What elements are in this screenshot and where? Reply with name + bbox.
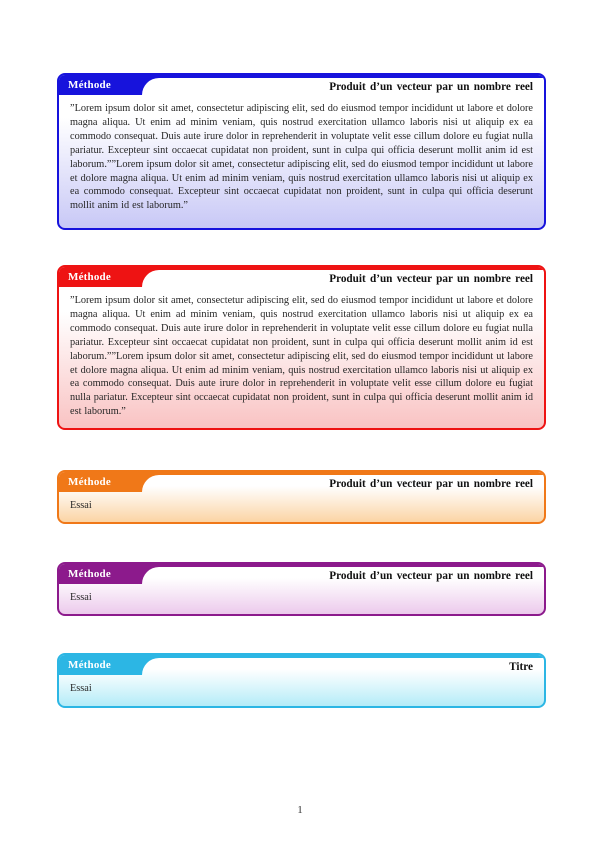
tab-label: Méthode bbox=[68, 271, 111, 283]
tab-shape bbox=[59, 655, 544, 679]
tab-label: Méthode bbox=[68, 476, 111, 488]
box-body: ”Lorem ipsum dolor sit amet, consectetur adipiscing elit, sed do eiusmod tempor incididunt ut labore et dolore magna aliqua. Ut enim ad minim veniam, quis nostrud exercitation ullamco laboris nisi ut aliquip ex ea commodo consequat. Duis aute irure dolor in reprehenderit in voluptate velit esse cillum dolore eu fugiat nulla pariatur. Excepteur sint occaecat cupidatat non proident, sunt in culpa qui officia deserunt mollit anim id est laborum.””Lorem ipsum dolor sit amet, consectetur adipiscing elit, sed do eiusmod tempor incididunt ut labore et dolore magna aliqua. Ut enim ad minim veniam, quis nostrud exercitation ullamco laboris nisi ut aliquip ex ea commodo consequat. Excepteur sint occaecat cupidatat non proident, sunt in culpa qui officia deserunt mollit anim id est laborum.” bbox=[70, 103, 533, 212]
tab-label: Méthode bbox=[68, 659, 111, 671]
box-body: Essai bbox=[70, 592, 92, 603]
tab-label: Méthode bbox=[68, 568, 111, 580]
box-title: Produit d’un vecteur par un nombre reel bbox=[329, 570, 533, 582]
method-box-red bbox=[57, 265, 546, 430]
box-body: Essai bbox=[70, 683, 92, 694]
method-box-purple bbox=[57, 562, 546, 616]
method-box-orange bbox=[57, 470, 546, 524]
page-number: 1 bbox=[297, 804, 303, 816]
method-box-blue bbox=[57, 73, 546, 230]
box-title: Produit d’un vecteur par un nombre reel bbox=[329, 478, 533, 490]
box-body: Essai bbox=[70, 500, 92, 511]
box-title: Produit d’un vecteur par un nombre reel bbox=[329, 81, 533, 93]
box-title: Produit d’un vecteur par un nombre reel bbox=[329, 273, 533, 285]
box-title: Titre bbox=[509, 661, 533, 673]
box-body: ”Lorem ipsum dolor sit amet, consectetur adipiscing elit, sed do eiusmod tempor incididunt ut labore et dolore magna aliqua. Ut enim ad minim veniam, quis nostrud exercitation ullamco laboris nisi ut aliquip ex ea commodo consequat. Duis aute irure dolor in reprehenderit in voluptate velit esse cillum dolore eu fugiat nulla pariatur. Excepteur sint occaecat cupidatat non proident, sunt in culpa qui officia deserunt mollit anim id est laborum.””Lorem ipsum dolor sit amet, consectetur adipiscing elit, sed do eiusmod tempor incididunt ut labore et dolore magna aliqua. Ut enim ad minim veniam, quis nostrud exercitation ullamco laboris nisi ut aliquip ex ea commodo consequat. Duis aute irure dolor in reprehenderit in voluptate velit esse cillum dolore eu fugiat nulla pariatur. Excepteur sint occaecat cupidatat non proident, sunt in culpa qui officia deserunt mollit anim id est laborum.” bbox=[70, 295, 533, 418]
method-box-cyan bbox=[57, 653, 546, 708]
tab-label: Méthode bbox=[68, 79, 111, 91]
